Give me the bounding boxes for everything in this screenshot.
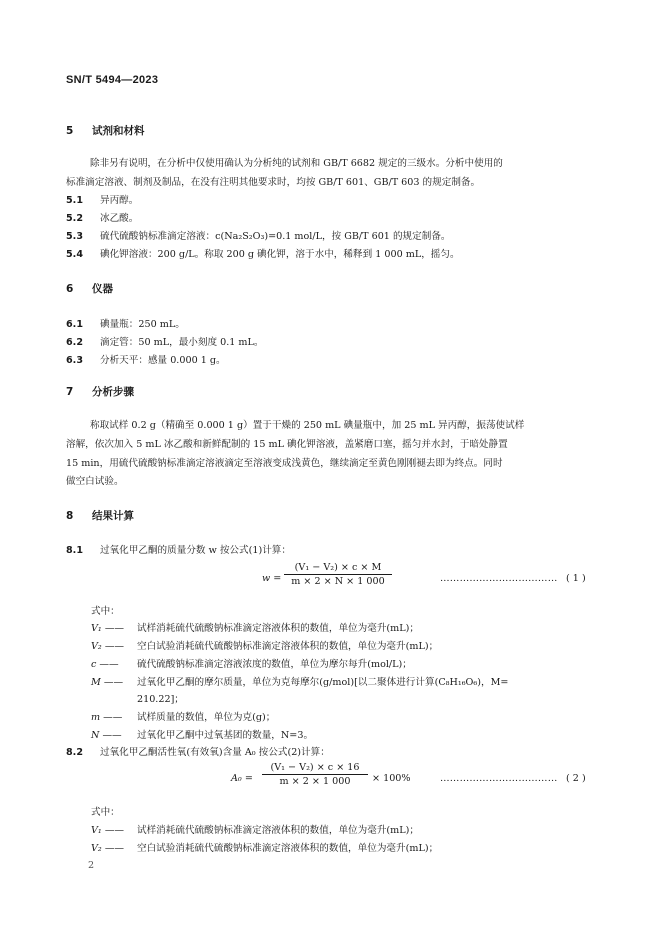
variable-definition: M —— 过氧化甲乙酮的摩尔质量，单位为克每摩尔(g/mol)[以二聚体进行计算(C₈H₁₆O₆)，M= <box>91 677 509 688</box>
section-title: 试剂和材料 <box>92 125 145 137</box>
variable-definition-continuation: 210.22]； <box>137 694 184 705</box>
formula-denominator: m × 2 × N × 1 000 <box>291 576 385 587</box>
list-item: 5.1 异丙醇。 <box>66 195 139 206</box>
paragraph-line: 除非另有说明，在分析中仅使用确认为分析纯的试剂和 GB/T 6682 规定的三级水。分析中使用的 <box>90 158 503 169</box>
section-title: 分析步骤 <box>92 386 134 398</box>
list-item: 6.1 碘量瓶：250 mL。 <box>66 319 185 330</box>
section-5-heading <box>66 123 145 138</box>
section-title: 结果计算 <box>92 510 134 522</box>
variable-definition: V₁ —— 试样消耗硫代硫酸钠标准滴定溶液体积的数值，单位为毫升(mL)； <box>91 623 419 634</box>
paragraph-line: 标准滴定溶液、制剂及制品，在没有注明其他要求时，均按 GB/T 601、GB/T 603 的规定制备。 <box>66 177 481 188</box>
formula-denominator: m × 2 × 1 000 <box>279 776 351 787</box>
where-label: 式中： <box>91 606 120 617</box>
variable-definition: V₂ —— 空白试验消耗硫代硫酸钠标准滴定溶液体积的数值，单位为毫升(mL)； <box>91 641 439 652</box>
paragraph-line: 做空白试验。 <box>66 476 124 487</box>
section-number: 8 <box>66 510 74 522</box>
section-8-heading <box>66 508 134 523</box>
formula-2-suffix: × 100% <box>372 773 411 784</box>
variable-definition: V₁ —— 试样消耗硫代硫酸钠标准滴定溶液体积的数值，单位为毫升(mL)； <box>91 825 419 836</box>
list-item: 5.4 碘化钾溶液：200 g/L。称取 200 g 碘化钾，溶于水中，稀释到 1 000 mL，摇匀。 <box>66 249 460 260</box>
section-6-heading <box>66 281 113 296</box>
section-number: 5 <box>66 125 74 137</box>
subsection-8-1: 8.1 过氧化甲乙酮的质量分数 w 按公式(1)计算： <box>66 545 291 556</box>
section-number: 7 <box>66 386 74 398</box>
paragraph-line: 称取试样 0.2 g（精确至 0.000 1 g）置于干燥的 250 mL 碘量瓶中，加 25 mL 异丙醇，振荡使试样 <box>90 420 525 431</box>
formula-1-lhs: w = <box>262 573 282 584</box>
formula-numerator: (V₁ − V₂) × c × 16 <box>262 762 368 775</box>
section-7-heading <box>66 384 134 399</box>
formula-numerator: (V₁ − V₂) × c × M <box>284 562 392 575</box>
formula-2-lhs: A₀ = <box>231 773 253 784</box>
section-number: 6 <box>66 283 74 295</box>
page-number: 2 <box>88 860 95 871</box>
where-label: 式中： <box>91 807 120 818</box>
variable-definition: c —— 硫代硫酸钠标准滴定溶液浓度的数值，单位为摩尔每升(mol/L)； <box>91 659 412 670</box>
list-item: 5.3 硫代硫酸钠标准滴定溶液：c(Na₂S₂O₃)=0.1 mol/L，按 GB/T 601 的规定制备。 <box>66 231 451 242</box>
list-item: 5.2 冰乙酸。 <box>66 213 139 224</box>
list-item: 6.2 滴定管：50 mL，最小刻度 0.1 mL。 <box>66 337 264 348</box>
variable-definition: m —— 试样质量的数值，单位为克(g)； <box>91 712 276 723</box>
list-item: 6.3 分析天平：感量 0.000 1 g。 <box>66 355 226 366</box>
formula-leader-dots: ……………………………… <box>440 573 558 584</box>
paragraph-line: 15 min，用硫代硫酸钠标准滴定溶液滴定至溶液变成浅黄色，继续滴定至黄色刚刚褪去即为终点。同时 <box>66 458 503 469</box>
document-header: SN/T 5494—2023 <box>66 74 159 86</box>
formula-2-label: ( 2 ) <box>566 773 586 784</box>
section-title: 仪器 <box>92 283 113 295</box>
variable-definition: N —— 过氧化甲乙酮中过氧基团的数量，N=3。 <box>91 730 314 741</box>
subsection-8-2: 8.2 过氧化甲乙酮活性氧(有效氧)含量 A₀ 按公式(2)计算： <box>66 747 330 758</box>
formula-1-fraction <box>284 562 392 587</box>
variable-definition: V₂ —— 空白试验消耗硫代硫酸钠标准滴定溶液体积的数值，单位为毫升(mL)； <box>91 843 439 854</box>
formula-1-label: ( 1 ) <box>566 573 586 584</box>
formula-leader-dots: ……………………………… <box>440 773 558 784</box>
formula-2-fraction <box>262 762 368 787</box>
paragraph-line: 溶解，依次加入 5 mL 冰乙酸和新鲜配制的 15 mL 碘化钾溶液，盖紧磨口塞，摇匀并水封，于暗处静置 <box>66 439 508 450</box>
